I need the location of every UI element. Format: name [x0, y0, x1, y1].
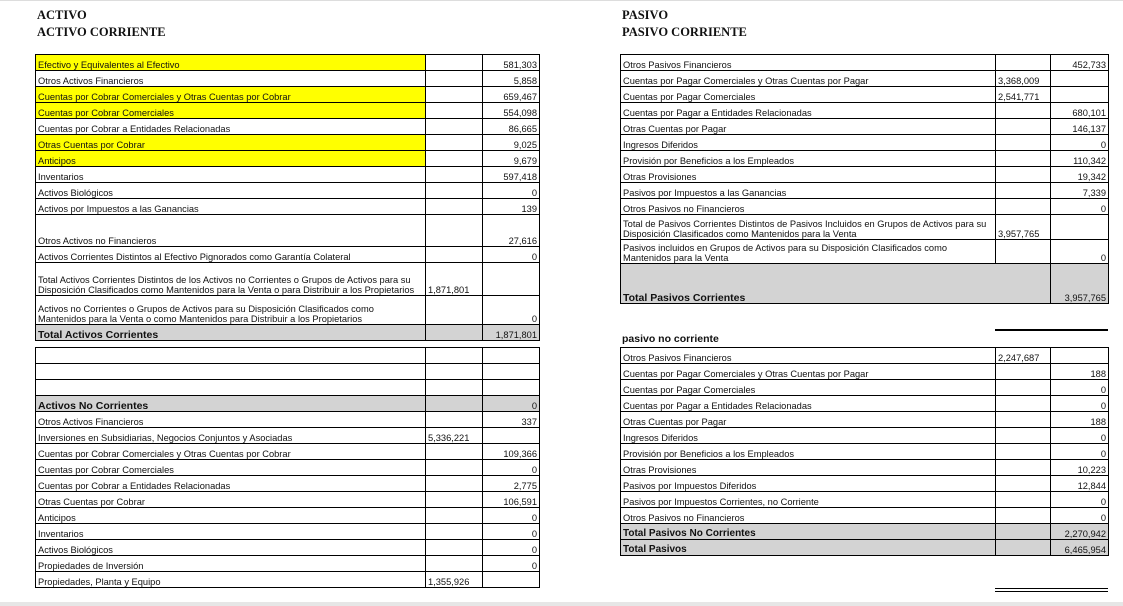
table-row	[36, 55, 540, 71]
row-label: Activos no Corrientes o Grupos de Activos para su Disposición Clasificados como Mantenidos para la Venta o como Mantenidos para Distribuir a los Propietarios	[36, 296, 426, 325]
row-value: 6,465,954	[1051, 540, 1109, 556]
row-subtotal	[426, 103, 483, 119]
table-row	[621, 460, 1109, 476]
row-value: 10,223	[1051, 460, 1109, 476]
row-label: Cuentas por Pagar Comerciales	[621, 87, 996, 103]
table-row	[621, 135, 1109, 151]
row-value: 1,871,801	[483, 325, 540, 341]
row-subtotal: 2,247,687	[996, 348, 1051, 364]
row-label: Activos por Impuestos a las Ganancias	[36, 199, 426, 215]
row-subtotal	[426, 412, 483, 428]
row-label: Total Pasivos Corrientes	[621, 264, 1051, 304]
row-value: 9,025	[483, 135, 540, 151]
row-label	[36, 348, 426, 364]
table-row	[621, 55, 1109, 71]
row-subtotal	[426, 556, 483, 572]
row-subtotal	[996, 412, 1051, 428]
table-row	[36, 199, 540, 215]
table-row	[36, 508, 540, 524]
row-value: 0	[483, 508, 540, 524]
table-row	[36, 428, 540, 444]
table-row	[621, 508, 1109, 524]
row-subtotal: 1,871,801	[426, 263, 483, 296]
row-label: Cuentas por Pagar Comerciales y Otras Cuentas por Pagar	[621, 364, 996, 380]
row-label: Efectivo y Equivalentes al Efectivo	[36, 55, 426, 71]
row-subtotal	[426, 119, 483, 135]
pasivo-corriente-title: PASIVO CORRIENTE	[622, 25, 747, 39]
row-subtotal	[426, 325, 483, 341]
row-value: 0	[483, 524, 540, 540]
row-label: Cuentas por Pagar a Entidades Relacionadas	[621, 396, 996, 412]
row-value: 19,342	[1051, 167, 1109, 183]
row-label: Total Pasivos	[621, 540, 996, 556]
table-row	[621, 151, 1109, 167]
row-subtotal	[426, 508, 483, 524]
row-value: 7,339	[1051, 183, 1109, 199]
row-label	[36, 364, 426, 380]
activos-no-corrientes-header	[36, 396, 540, 412]
row-value: 110,342	[1051, 151, 1109, 167]
top-border	[0, 0, 1123, 1]
pasivo-corriente-table	[620, 54, 1109, 304]
row-label: Otras Cuentas por Cobrar	[36, 135, 426, 151]
activo-title: ACTIVO	[37, 8, 87, 22]
row-label: Otros Activos no Financieros	[36, 215, 426, 247]
row-value: 2,270,942	[1051, 524, 1109, 540]
row-label: Propiedades de Inversión	[36, 556, 426, 572]
row-label: Activos No Corrientes	[36, 396, 426, 412]
row-label: Inventarios	[36, 167, 426, 183]
row-subtotal	[426, 151, 483, 167]
row-value: 597,418	[483, 167, 540, 183]
row-subtotal	[996, 103, 1051, 119]
row-label: Cuentas por Cobrar Comerciales	[36, 460, 426, 476]
table-row	[621, 428, 1109, 444]
empty-row	[36, 380, 540, 396]
row-value	[1051, 71, 1109, 87]
row-subtotal	[426, 348, 483, 364]
row-subtotal	[996, 428, 1051, 444]
row-label: Activos Biológicos	[36, 540, 426, 556]
row-value: 0	[483, 247, 540, 263]
row-subtotal	[426, 296, 483, 325]
row-subtotal	[426, 215, 483, 247]
row-label: Cuentas por Pagar a Entidades Relacionadas	[621, 103, 996, 119]
pasivo-no-corriente-table	[620, 347, 1109, 556]
row-subtotal	[426, 135, 483, 151]
row-label: Otras Cuentas por Pagar	[621, 412, 996, 428]
empty-row	[36, 348, 540, 364]
table-row	[621, 119, 1109, 135]
row-subtotal	[996, 151, 1051, 167]
row-label: Otras Provisiones	[621, 167, 996, 183]
row-label: Total de Pasivos Corrientes Distintos de Pasivos Incluidos en Grupos de Activos para su Disposición Clasificados como Mantenidos para la Venta	[621, 215, 996, 240]
row-subtotal	[426, 460, 483, 476]
row-value	[483, 348, 540, 364]
row-value: 0	[1051, 380, 1109, 396]
table-row	[36, 183, 540, 199]
row-value: 2,775	[483, 476, 540, 492]
row-label: Anticipos	[36, 508, 426, 524]
activo-corriente-table	[35, 54, 540, 341]
row-value: 452,733	[1051, 55, 1109, 71]
row-value: 581,303	[483, 55, 540, 71]
table-row	[621, 240, 1109, 264]
double-line-bottom	[995, 591, 1108, 592]
table-row	[36, 412, 540, 428]
row-subtotal	[996, 364, 1051, 380]
total-pasivos-corrientes	[621, 264, 1109, 304]
row-value: 0	[1051, 428, 1109, 444]
double-line-top	[995, 588, 1108, 589]
row-subtotal	[426, 444, 483, 460]
table-row	[621, 476, 1109, 492]
row-subtotal	[426, 380, 483, 396]
row-label: Cuentas por Cobrar a Entidades Relacionadas	[36, 119, 426, 135]
row-subtotal	[996, 460, 1051, 476]
table-row	[621, 199, 1109, 215]
row-value: 0	[1051, 492, 1109, 508]
row-label: Activos Corrientes Distintos al Efectivo Pignorados como Garantía Colateral	[36, 247, 426, 263]
row-value: 0	[1051, 444, 1109, 460]
table-row	[621, 183, 1109, 199]
row-value	[483, 380, 540, 396]
row-label: Provisión por Beneficios a los Empleados	[621, 151, 996, 167]
table-row	[36, 540, 540, 556]
row-label: Inversiones en Subsidiarias, Negocios Conjuntos y Asociadas	[36, 428, 426, 444]
row-value: 188	[1051, 412, 1109, 428]
row-value: 0	[1051, 396, 1109, 412]
row-value	[483, 572, 540, 588]
table-row	[621, 380, 1109, 396]
row-label: Pasivos incluidos en Grupos de Activos para su Disposición Clasificados como Mantenidos para la Venta	[621, 240, 996, 264]
row-value: 0	[1051, 199, 1109, 215]
row-value	[483, 428, 540, 444]
row-label: Cuentas por Cobrar a Entidades Relacionadas	[36, 476, 426, 492]
row-subtotal	[996, 444, 1051, 460]
row-value: 0	[483, 540, 540, 556]
row-subtotal	[996, 524, 1051, 540]
table-row	[36, 524, 540, 540]
row-subtotal	[996, 199, 1051, 215]
table-row	[36, 460, 540, 476]
row-label: Pasivos por Impuestos Corrientes, no Corriente	[621, 492, 996, 508]
activo-no-corriente-table	[35, 347, 540, 588]
row-label: Cuentas por Cobrar Comerciales y Otras Cuentas por Cobrar	[36, 444, 426, 460]
row-label: Otros Activos Financieros	[36, 71, 426, 87]
table-row	[36, 103, 540, 119]
row-subtotal: 3,957,765	[996, 215, 1051, 240]
row-value: 659,467	[483, 87, 540, 103]
empty-row	[36, 364, 540, 380]
separator-line	[995, 329, 1108, 331]
table-row	[36, 151, 540, 167]
pasivo-no-corriente-title: pasivo no corriente	[622, 333, 719, 345]
table-row	[621, 87, 1109, 103]
row-value: 188	[1051, 364, 1109, 380]
row-subtotal: 5,336,221	[426, 428, 483, 444]
row-subtotal	[426, 183, 483, 199]
row-value: 0	[483, 556, 540, 572]
row-subtotal: 3,368,009	[996, 71, 1051, 87]
row-label: Anticipos	[36, 151, 426, 167]
row-label: Otros Pasivos no Financieros	[621, 508, 996, 524]
row-value	[1051, 87, 1109, 103]
row-subtotal: 2,541,771	[996, 87, 1051, 103]
row-label: Otras Cuentas por Cobrar	[36, 492, 426, 508]
table-row	[621, 71, 1109, 87]
row-value: 106,591	[483, 492, 540, 508]
row-value: 680,101	[1051, 103, 1109, 119]
total-activos-corrientes	[36, 325, 540, 341]
row-subtotal	[426, 71, 483, 87]
pasivo-title: PASIVO	[622, 8, 669, 22]
row-label: Pasivos por Impuestos a las Ganancias	[621, 183, 996, 199]
table-row	[36, 556, 540, 572]
row-label: Ingresos Diferidos	[621, 428, 996, 444]
row-value: 12,844	[1051, 476, 1109, 492]
row-subtotal	[996, 135, 1051, 151]
row-label: Otros Activos Financieros	[36, 412, 426, 428]
table-row	[36, 247, 540, 263]
row-label: Otros Pasivos Financieros	[621, 55, 996, 71]
table-row	[36, 135, 540, 151]
table-row	[621, 412, 1109, 428]
row-value: 0	[483, 460, 540, 476]
table-row	[36, 119, 540, 135]
row-value	[483, 364, 540, 380]
table-row	[36, 87, 540, 103]
table-row	[621, 167, 1109, 183]
row-value: 0	[483, 296, 540, 325]
row-value: 337	[483, 412, 540, 428]
row-value: 109,366	[483, 444, 540, 460]
activo-corriente-title: ACTIVO CORRIENTE	[37, 25, 166, 39]
row-value: 146,137	[1051, 119, 1109, 135]
row-value	[1051, 215, 1109, 240]
table-row	[621, 103, 1109, 119]
table-row	[36, 71, 540, 87]
total-pasivos	[621, 540, 1109, 556]
row-value: 0	[1051, 240, 1109, 264]
row-label: Activos Biológicos	[36, 183, 426, 199]
row-label	[36, 380, 426, 396]
row-value: 0	[1051, 508, 1109, 524]
row-label: Propiedades, Planta y Equipo	[36, 572, 426, 588]
row-subtotal	[426, 247, 483, 263]
row-subtotal	[996, 183, 1051, 199]
table-row	[36, 492, 540, 508]
table-row	[36, 444, 540, 460]
row-subtotal	[426, 87, 483, 103]
row-subtotal	[426, 492, 483, 508]
row-subtotal	[426, 364, 483, 380]
row-label: Total Pasivos No Corrientes	[621, 524, 996, 540]
row-label: Cuentas por Pagar Comerciales y Otras Cuentas por Pagar	[621, 71, 996, 87]
table-row	[36, 296, 540, 325]
row-value: 5,858	[483, 71, 540, 87]
row-subtotal	[426, 540, 483, 556]
row-value: 0	[483, 183, 540, 199]
row-subtotal	[996, 55, 1051, 71]
row-subtotal	[996, 396, 1051, 412]
table-row	[621, 215, 1109, 240]
row-value: 86,665	[483, 119, 540, 135]
row-subtotal	[996, 508, 1051, 524]
row-label: Inventarios	[36, 524, 426, 540]
row-label: Total Activos Corrientes Distintos de los Activos no Corrientes o Grupos de Activos para su Disposición Clasificados como Mantenidos para la Venta o para Distribuir a los Propietarios	[36, 263, 426, 296]
table-row	[36, 263, 540, 296]
table-row	[621, 396, 1109, 412]
row-value: 0	[1051, 135, 1109, 151]
table-row	[621, 492, 1109, 508]
row-subtotal	[996, 492, 1051, 508]
row-subtotal	[426, 524, 483, 540]
row-value: 554,098	[483, 103, 540, 119]
row-value: 139	[483, 199, 540, 215]
table-row	[36, 572, 540, 588]
row-value: 3,957,765	[1051, 264, 1109, 304]
bottom-border	[0, 602, 1123, 606]
row-label: Otros Pasivos Financieros	[621, 348, 996, 364]
row-label: Cuentas por Pagar Comerciales	[621, 380, 996, 396]
row-subtotal	[426, 396, 483, 412]
row-value	[1051, 348, 1109, 364]
row-value: 0	[483, 396, 540, 412]
row-subtotal	[996, 167, 1051, 183]
row-subtotal	[996, 240, 1051, 264]
row-label: Otras Cuentas por Pagar	[621, 119, 996, 135]
row-label: Pasivos por Impuestos Diferidos	[621, 476, 996, 492]
table-row	[36, 476, 540, 492]
row-subtotal	[426, 167, 483, 183]
row-subtotal: 1,355,926	[426, 572, 483, 588]
row-label: Total Activos Corrientes	[36, 325, 426, 341]
table-row	[621, 364, 1109, 380]
row-subtotal	[996, 476, 1051, 492]
row-label: Provisión por Beneficios a los Empleados	[621, 444, 996, 460]
row-label: Otros Pasivos no Financieros	[621, 199, 996, 215]
row-subtotal	[996, 380, 1051, 396]
row-label: Cuentas por Cobrar Comerciales	[36, 103, 426, 119]
row-subtotal	[426, 199, 483, 215]
row-subtotal	[426, 55, 483, 71]
row-label: Otras Provisiones	[621, 460, 996, 476]
total-pasivos-no-corrientes	[621, 524, 1109, 540]
row-label: Cuentas por Cobrar Comerciales y Otras Cuentas por Cobrar	[36, 87, 426, 103]
row-subtotal	[996, 119, 1051, 135]
row-value: 9,679	[483, 151, 540, 167]
table-row	[36, 167, 540, 183]
table-row	[621, 444, 1109, 460]
row-label: Ingresos Diferidos	[621, 135, 996, 151]
table-row	[621, 348, 1109, 364]
table-row	[36, 215, 540, 247]
row-value: 27,616	[483, 215, 540, 247]
row-value	[483, 263, 540, 296]
row-subtotal	[996, 540, 1051, 556]
row-subtotal	[426, 476, 483, 492]
